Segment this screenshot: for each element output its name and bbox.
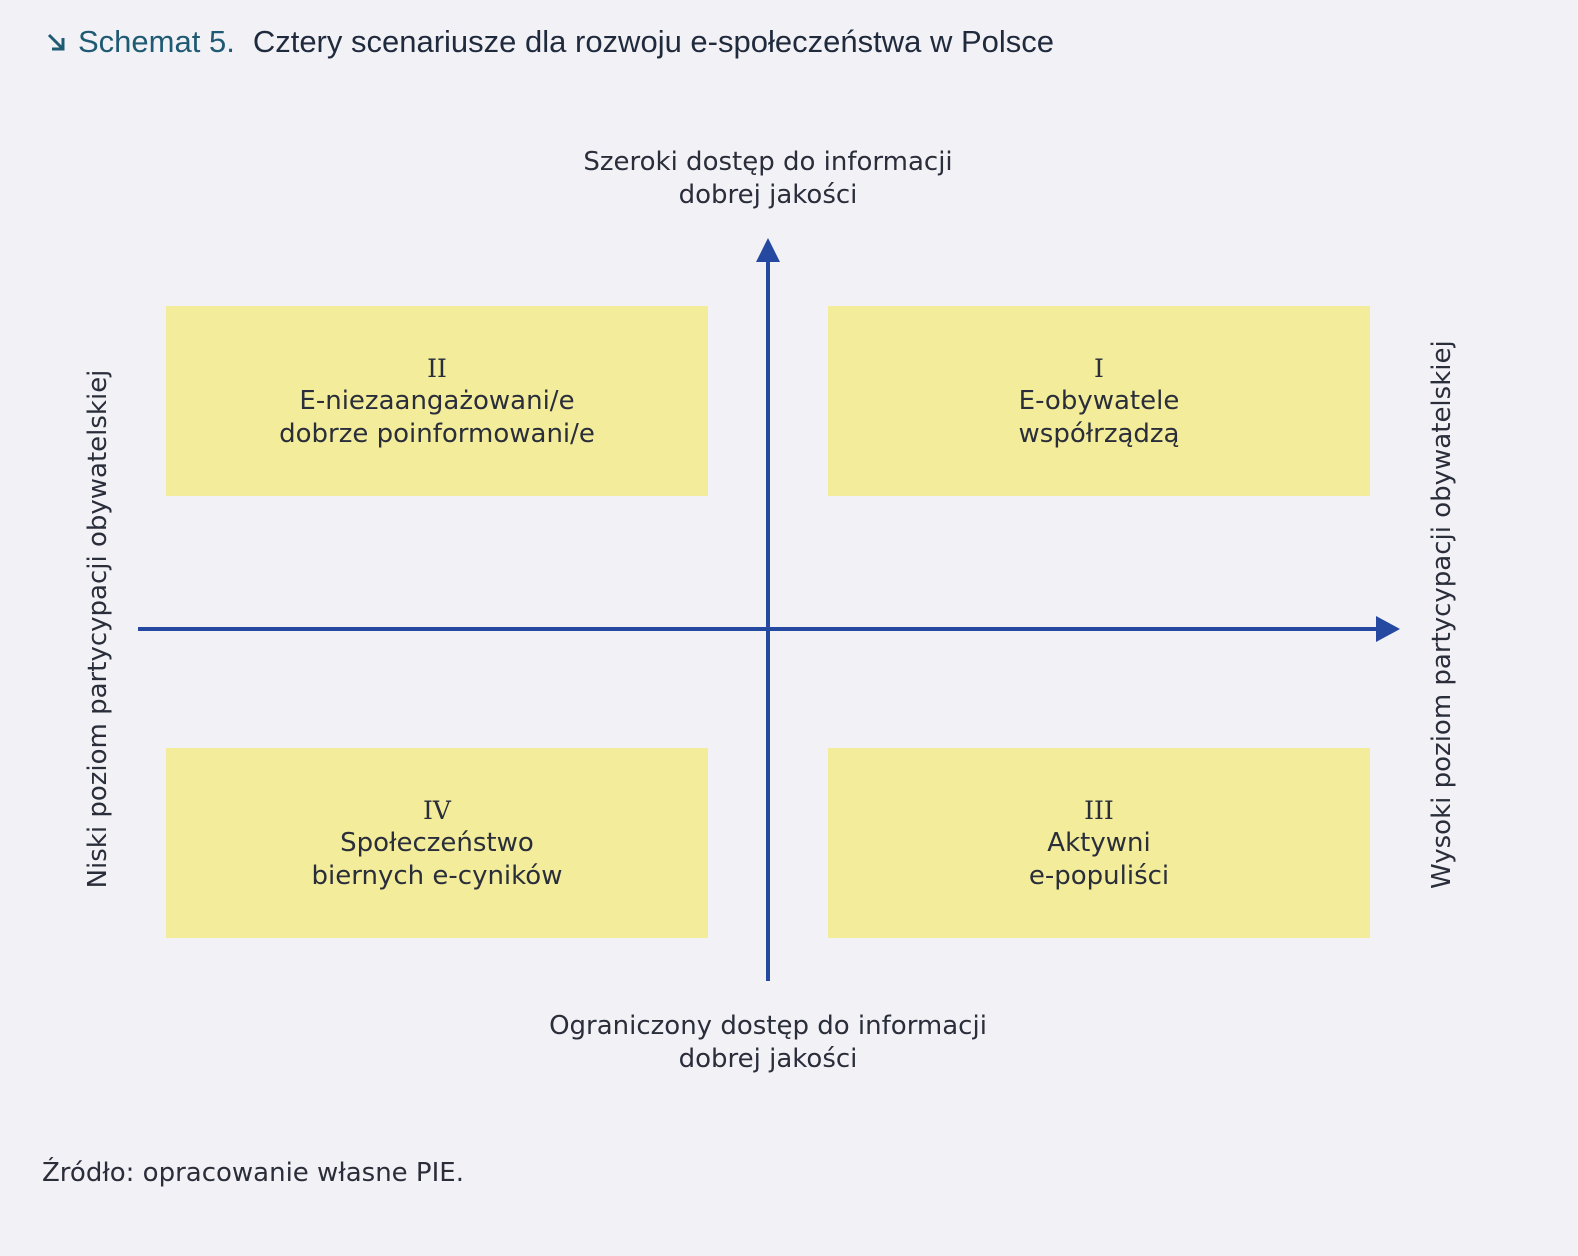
figure-title-text: Cztery scenariusze dla rozwoju e-społeczeństwa w Polsce: [252, 24, 1054, 59]
right-axis-label: Wysoki poziom partycypacji obywatelskiej: [1427, 340, 1457, 889]
quadrant-number: II: [427, 353, 447, 383]
left-axis-label: Niski poziom partycypacji obywatelskiej: [83, 369, 113, 889]
quadrant-line: E-niezaangażowani/e: [299, 385, 575, 416]
top-axis-label: Szeroki dostęp do informacji dobrej jakości: [583, 147, 953, 210]
quadrant-line: współrządzą: [1018, 418, 1180, 449]
quadrant-line: dobrze poinformowani/e: [279, 418, 595, 449]
figure-label: Schemat 5.: [78, 24, 235, 59]
quadrant-line: e-populiści: [1028, 860, 1170, 891]
quadrant-line: E-obywatele: [1018, 385, 1180, 416]
bottom-axis-label: Ograniczony dostęp do informacji dobrej jakości: [549, 1011, 987, 1074]
quadrant-number: III: [1084, 795, 1114, 825]
quadrant-line: biernych e-cyników: [311, 860, 563, 891]
source-note: Źródło: opracowanie własne PIE.: [42, 1158, 464, 1188]
quadrant-iii-box: [828, 748, 1370, 938]
vertical-axis-arrowhead: [756, 238, 780, 262]
quadrant-ii-box: [166, 306, 708, 496]
quadrant-i-box: [828, 306, 1370, 496]
quadrant-number: IV: [423, 795, 451, 825]
quadrant-line: Aktywni: [1047, 827, 1151, 858]
quadrant-number: I: [1094, 353, 1104, 383]
horizontal-axis-arrowhead: [1376, 616, 1400, 642]
quadrant-line: Społeczeństwo: [340, 827, 534, 858]
quadrant-iv-box: [166, 748, 708, 938]
